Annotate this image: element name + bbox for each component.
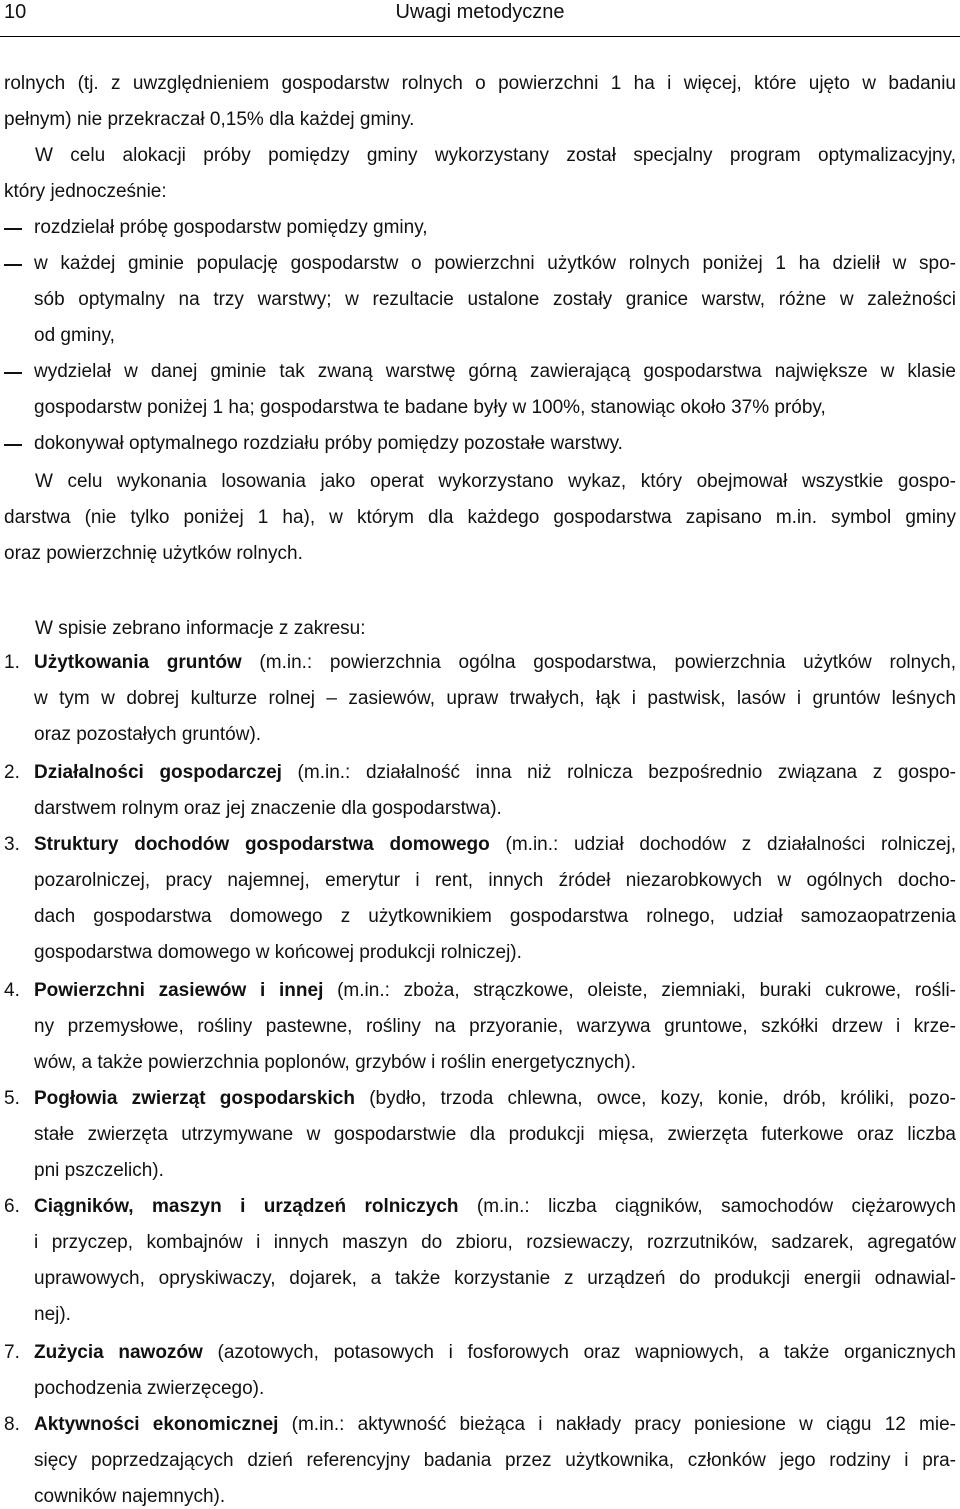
list-item: pni pszczelich).: [34, 1160, 164, 1181]
list-item: uprawowych, opryskiwaczy, dojarek, a także korzystanie z urządzeń do produkcji energii odnawial-: [34, 1268, 956, 1289]
item-title: Ciągników, maszyn i urządzeń rolniczych: [34, 1196, 459, 1217]
list-item: Zużycia nawozów (azotowych, potasowych i fosforowych oraz wapniowych, a także organicznych: [34, 1342, 956, 1363]
list-item: pochodzenia zwierzęcego).: [34, 1378, 265, 1399]
text-line: darstwa (nie tylko poniżej 1 ha), w którym dla każdego gospodarstwa zapisano m.in. symbol gminy: [4, 507, 956, 528]
page-number: 10: [4, 1, 27, 23]
text-line: rolnych (tj. z uwzględnieniem gospodarstw rolnych o powierzchni 1 ha i więcej, które ujęto w badaniu: [4, 73, 956, 94]
list-item: Ciągników, maszyn i urządzeń rolniczych (m.in.: liczba ciągników, samochodów ciężarowych: [34, 1196, 956, 1217]
list-item: dach gospodarstwa domowego z użytkownikiem gospodarstwa rolnego, udział samozaopatrzenia: [34, 906, 956, 927]
list-item: gospodarstw poniżej 1 ha; gospodarstwa te badane były w 100%, stanowiąc około 37% próby,: [34, 397, 826, 418]
list-item: Użytkowania gruntów (m.in.: powierzchnia ogólna gospodarstwa, powierzchnia użytków rolnych,: [34, 652, 956, 673]
list-item: od gminy,: [34, 325, 115, 346]
list-item: i przyczep, kombajnów i innych maszyn do zbioru, rozsiewaczy, rozrzutników, sadzarek, agregatów: [34, 1232, 956, 1253]
list-item: gospodarstwa domowego w końcowej produkcji rolniczej).: [34, 942, 522, 963]
dash-bullet-icon: [4, 228, 22, 230]
item-number: 4.: [4, 980, 20, 1001]
item-number: 6.: [4, 1196, 20, 1217]
list-item: rozdzielał próbę gospodarstw pomiędzy gminy,: [34, 217, 428, 238]
list-item: w każdej gminie populację gospodarstw o powierzchni użytków rolnych poniżej 1 ha dzielił w spo-: [34, 253, 956, 274]
list-item: wydzielał w danej gminie tak zwaną warstwę górną zawierającą gospodarstwa największe w klasie: [34, 361, 956, 382]
text-line: który jednocześnie:: [4, 181, 167, 202]
list-item: Działalności gospodarczej (m.in.: działalność inna niż rolnicza bezpośrednio związana z gospo-: [34, 762, 956, 783]
list-item: Struktury dochodów gospodarstwa domowego (m.in.: udział dochodów z działalności rolniczej,: [34, 834, 956, 855]
list-item: sób optymalny na trzy warstwy; w rezultacie ustalone zostały granice warstw, różne w zależności: [34, 289, 956, 310]
list-item: Pogłowia zwierząt gospodarskich (bydło, trzoda chlewna, owce, kozy, konie, drób, króliki, pozo-: [34, 1088, 956, 1109]
item-number: 1.: [4, 652, 20, 673]
item-title: Powierzchni zasiewów i innej: [34, 980, 324, 1001]
list-item: pozarolniczej, pracy najemnej, emerytur i rent, innych źródeł niezarobkowych w ogólnych docho-: [34, 870, 956, 891]
list-item: dokonywał optymalnego rozdziału próby pomiędzy pozostałe warstwy.: [34, 433, 623, 454]
text-line: W celu alokacji próby pomiędzy gminy wykorzystany został specjalny program optymalizacyjny,: [35, 145, 956, 166]
item-number: 5.: [4, 1088, 20, 1109]
item-title: Działalności gospodarczej: [34, 762, 282, 783]
item-number: 8.: [4, 1414, 20, 1435]
list-item: cowników najemnych).: [34, 1486, 226, 1507]
dash-bullet-icon: [4, 444, 22, 446]
item-title: Pogłowia zwierząt gospodarskich: [34, 1088, 355, 1109]
list-item: darstwem rolnym oraz jej znaczenie dla gospodarstwa).: [34, 798, 502, 819]
list-item: Powierzchni zasiewów i innej (m.in.: zboża, strączkowe, oleiste, ziemniaki, buraki cukrowe, rośli-: [34, 980, 956, 1001]
list-item: nej).: [34, 1304, 71, 1325]
item-title: Struktury dochodów gospodarstwa domowego: [34, 834, 490, 855]
text-line: pełnym) nie przekraczał 0,15% dla każdej gminy.: [4, 109, 415, 130]
list-item: ny przemysłowe, rośliny pastewne, rośliny na przyoranie, warzywa gruntowe, szkółki drzew i krze-: [34, 1016, 956, 1037]
list-intro: W spisie zebrano informacje z zakresu:: [35, 618, 366, 639]
list-item: sięcy poprzedzających dzień referencyjny badania przez użytkownika, członków jego rodziny i pra-: [34, 1450, 956, 1471]
item-title: Użytkowania gruntów: [34, 652, 242, 673]
list-item: oraz pozostałych gruntów).: [34, 724, 262, 745]
running-title: Uwagi metodyczne: [395, 1, 565, 23]
item-number: 3.: [4, 834, 20, 855]
list-item: w tym w dobrej kulturze rolnej – zasiewów, upraw trwałych, łąk i pastwisk, lasów i gruntów leśnych: [34, 688, 956, 709]
list-item: wów, a także powierzchnia poplonów, grzybów i roślin energetycznych).: [34, 1052, 636, 1073]
dash-bullet-icon: [4, 264, 22, 266]
list-item: stałe zwierzęta utrzymywane w gospodarstwie dla produkcji mięsa, zwierzęta futerkowe oraz liczba: [34, 1124, 956, 1145]
dash-bullet-icon: [4, 372, 22, 374]
text-line: oraz powierzchnię użytków rolnych.: [4, 543, 303, 564]
list-item: Aktywności ekonomicznej (m.in.: aktywność bieżąca i nakłady pracy poniesione w ciągu 12 mie-: [34, 1414, 956, 1435]
text-line: W celu wykonania losowania jako operat wykorzystano wykaz, który obejmował wszystkie gospo-: [35, 471, 956, 492]
page-header: [0, 0, 960, 37]
item-number: 2.: [4, 762, 20, 783]
item-number: 7.: [4, 1342, 20, 1363]
item-title: Zużycia nawozów: [34, 1342, 203, 1363]
item-title: Aktywności ekonomicznej: [34, 1414, 279, 1435]
